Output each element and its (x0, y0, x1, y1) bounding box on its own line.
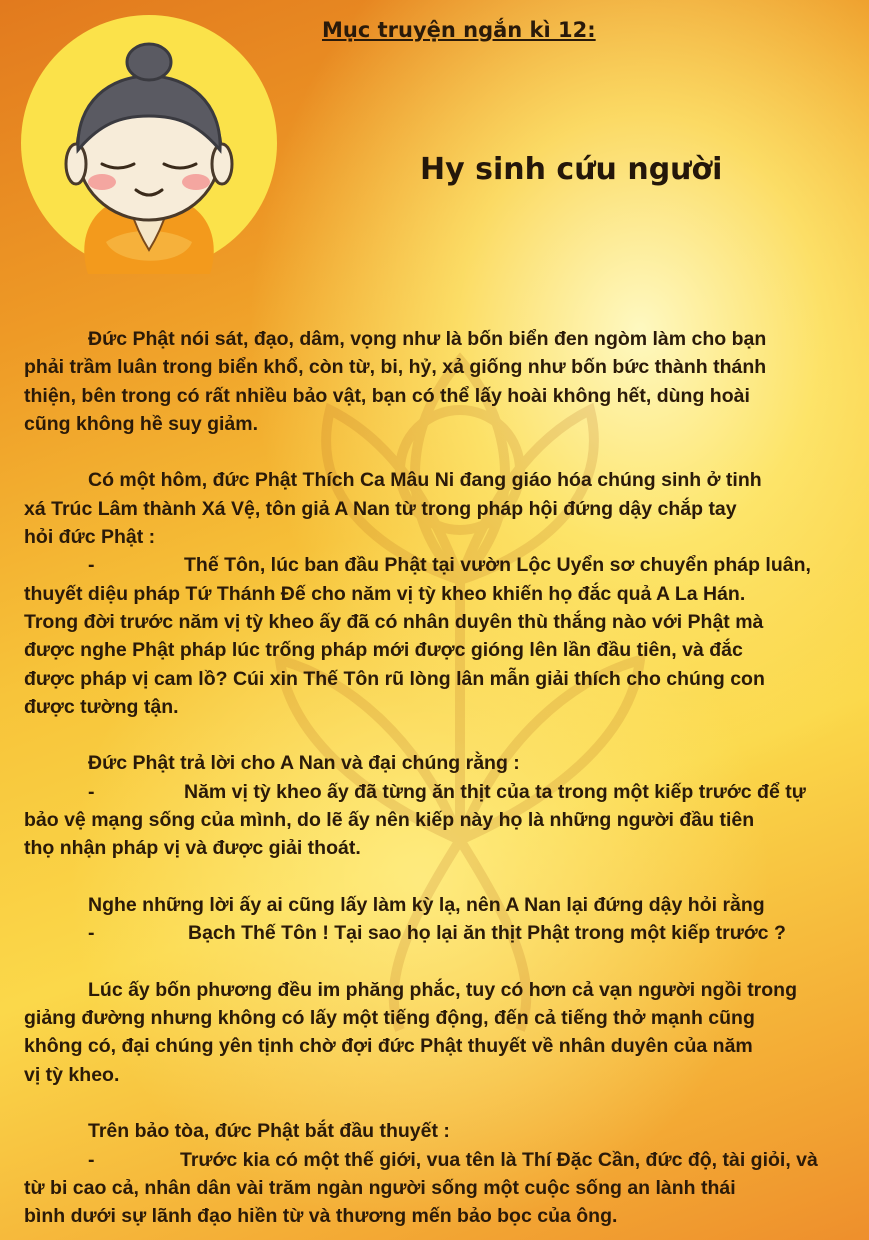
text-line: giảng đường nhưng không có lấy một tiếng động, đến cả tiếng thở mạnh cũng (24, 1007, 755, 1030)
paragraph-4 (24, 891, 824, 948)
text-line: thọ nhận pháp vị và được giải thoát. (24, 837, 361, 860)
text-line: được pháp vị cam lồ? Cúi xin Thế Tôn rũ lòng lân mẫn giải thích cho chúng con (24, 667, 765, 690)
story-body (24, 325, 824, 1231)
paragraph-2 (24, 466, 824, 721)
dialogue-line (24, 1146, 824, 1174)
monk-avatar-icon (18, 12, 280, 274)
paragraph-6 (24, 1117, 824, 1230)
text-line: hỏi đức Phật : (24, 526, 156, 549)
dash-marker: - (88, 554, 95, 577)
text-line: Bạch Thế Tôn ! Tại sao họ lại ăn thịt Phật trong một kiếp trước ? (188, 922, 786, 945)
paragraph-3 (24, 749, 824, 862)
text-line: bình dưới sự lãnh đạo hiền từ và thương mến bảo bọc của ông. (24, 1205, 618, 1228)
dialogue-line (24, 551, 824, 579)
dash-marker: - (88, 922, 95, 945)
text-line: cũng không hề suy giảm. (24, 412, 259, 435)
text-line: không có, đại chúng yên tịnh chờ đợi đức Phật thuyết về nhân duyên của năm (24, 1035, 753, 1058)
paragraph-5 (24, 976, 824, 1089)
dialogue-line (24, 919, 824, 947)
text-line: thuyết diệu pháp Tứ Thánh Đế cho năm vị tỳ kheo khiến họ đắc quả A La Hán. (24, 582, 746, 605)
text-line: Trong đời trước năm vị tỳ kheo ấy đã có nhân duyên thù thắng nào với Phật mà (24, 610, 764, 633)
text-line: Đức Phật nói sát, đạo, dâm, vọng như là bốn biển đen ngòm làm cho bạn (88, 328, 767, 350)
text-line: từ bi cao cả, nhân dân vài trăm ngàn người sống một cuộc sống an lành thái (24, 1176, 736, 1199)
text-line: được nghe Phật pháp lúc trống pháp mới được gióng lên lần đầu tiên, và đắc (24, 639, 743, 662)
text-line: bảo vệ mạng sống của mình, do lẽ ấy nên kiếp này họ là những người đầu tiên (24, 809, 755, 832)
text-line: được tường tận. (24, 695, 179, 718)
dialogue-line (24, 778, 824, 806)
text-line: vị tỳ kheo. (24, 1063, 120, 1086)
text-line: Trên bảo tòa, đức Phật bắt đầu thuyết : (88, 1120, 450, 1143)
text-line: Có một hôm, đức Phật Thích Ca Mâu Ni đang giáo hóa chúng sinh ở tinh (88, 469, 762, 492)
text-line: Lúc ấy bốn phương đều im phăng phắc, tuy có hơn cả vạn người ngồi trong (88, 978, 798, 1001)
text-line: Đức Phật trả lời cho A Nan và đại chúng rằng : (88, 752, 520, 775)
dash-marker: - (88, 1148, 95, 1171)
series-title: Mục truyện ngắn kì 12: (322, 18, 596, 42)
text-line: Thế Tôn, lúc ban đầu Phật tại vườn Lộc Uyển sơ chuyển pháp luân, (184, 554, 811, 577)
text-line: Nghe những lời ấy ai cũng lấy làm kỳ lạ, nên A Nan lại đứng dậy hỏi rằng (88, 893, 765, 916)
text-line: Năm vị tỳ kheo ấy đã từng ăn thịt của ta trong một kiếp trước để tự (184, 780, 806, 803)
dash-marker: - (88, 780, 95, 803)
text-line: thiện, bên trong có rất nhiều bảo vật, bạn có thể lấy hoài không hết, dùng hoài (24, 384, 750, 407)
text-line: xá Trúc Lâm thành Xá Vệ, tôn giả A Nan từ trong pháp hội đứng dậy chắp tay (24, 497, 737, 520)
text-line: phải trầm luân trong biển khổ, còn từ, bi, hỷ, xả giống như bốn bức thành thánh (24, 356, 767, 379)
text-line: Trước kia có một thế giới, vua tên là Thí Đặc Cần, đức độ, tài giỏi, và (180, 1148, 818, 1171)
story-title: Hy sinh cứu người (420, 152, 723, 187)
paragraph-1 (24, 325, 824, 438)
